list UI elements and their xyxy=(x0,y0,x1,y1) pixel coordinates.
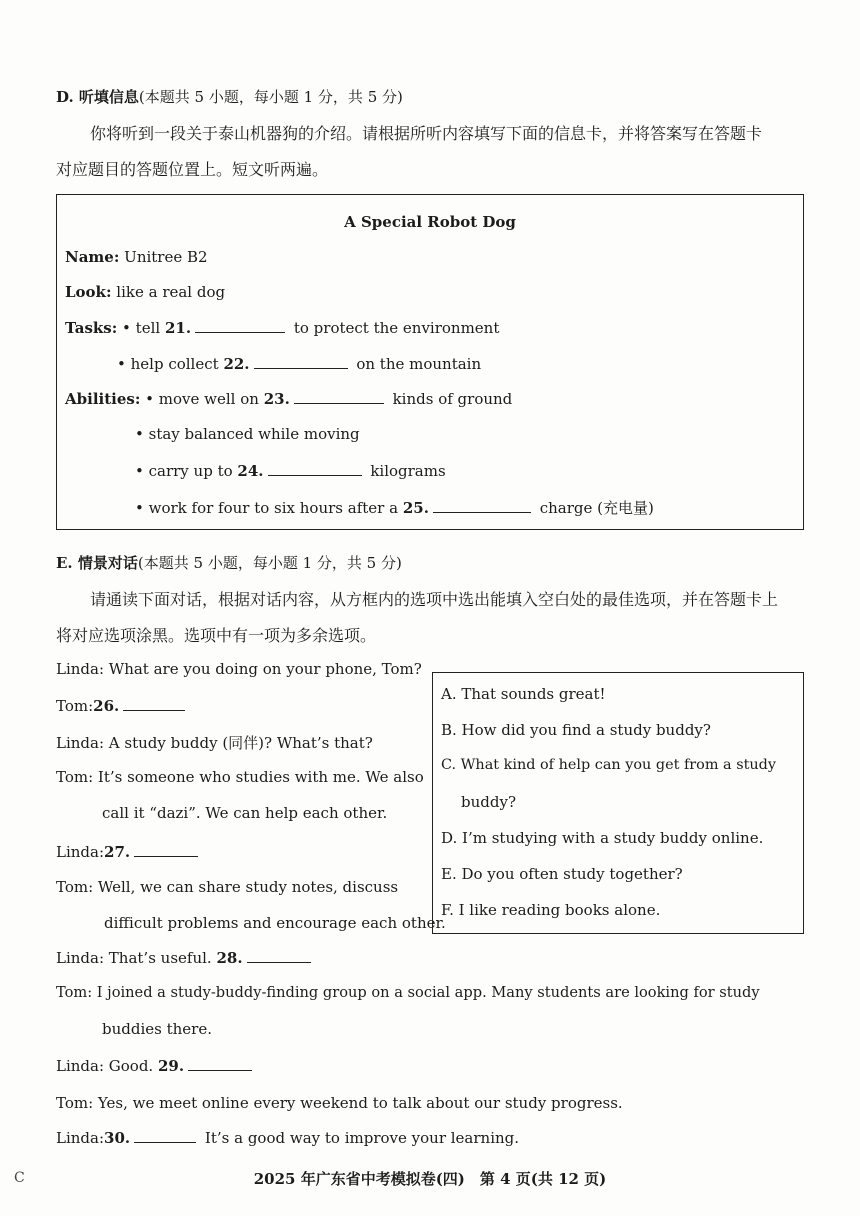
section-d-heading xyxy=(56,86,403,107)
question-number-25: 25. xyxy=(402,499,429,517)
look-value: like a real dog xyxy=(116,283,226,301)
section-d-note: (本题共 5 小题，每小题 1 分，共 5 分) xyxy=(138,88,403,106)
card-task-2 xyxy=(117,354,481,373)
dialogue-line-7 xyxy=(56,948,315,967)
dialogue-line-6a: Tom: Well, we can share study notes, discuss xyxy=(56,878,399,896)
question-number-28: 28. xyxy=(216,949,243,967)
dialogue-line-1: Linda: What are you doing on your phone, Tom? xyxy=(56,660,422,678)
ability-1-suffix: kinds of ground xyxy=(392,390,513,408)
answer-blank-22[interactable] xyxy=(254,354,348,369)
dialogue-line-10: Tom: Yes, we meet online every weekend to talk about our study progress. xyxy=(56,1094,623,1112)
dialogue-line-9-prefix: Linda: Good. xyxy=(56,1057,154,1075)
task-2-prefix: • help collect xyxy=(117,355,219,373)
dialogue-line-6b: difficult problems and encourage each other. xyxy=(104,914,446,932)
question-number-29: 29. xyxy=(157,1057,185,1075)
answer-blank-27[interactable] xyxy=(134,842,198,857)
section-d-title: D. 听填信息 xyxy=(56,88,139,106)
dialogue-line-11 xyxy=(56,1128,519,1147)
question-number-30: 30. xyxy=(104,1129,131,1147)
page-footer: 2025 年广东省中考模拟卷(四) 第 4 页(共 12 页) xyxy=(253,1170,607,1188)
option-b[interactable]: B. How did you find a study buddy? xyxy=(441,721,711,739)
name-value: Unitree B2 xyxy=(124,248,208,266)
card-ability-3 xyxy=(135,461,446,480)
question-number-26: 26. xyxy=(93,697,120,715)
task-2-suffix: on the mountain xyxy=(356,355,482,373)
section-d-instruction-2: 对应题目的答题位置上。短文听两遍。 xyxy=(56,160,329,179)
card-name-row xyxy=(65,248,208,266)
dialogue-line-11-suffix: It’s a good way to improve your learning. xyxy=(204,1129,520,1147)
dialogue-line-3: Linda: A study buddy (同伴)? What’s that? xyxy=(56,734,373,752)
question-number-22: 22. xyxy=(223,355,250,373)
option-f[interactable]: F. I like reading books alone. xyxy=(441,901,661,919)
section-e-heading xyxy=(56,552,402,573)
tasks-label: Tasks: xyxy=(65,319,118,337)
card-ability-2: • stay balanced while moving xyxy=(135,425,360,443)
ability-3-prefix: • carry up to xyxy=(135,462,233,480)
card-title: A Special Robot Dog xyxy=(344,213,516,231)
answer-blank-28[interactable] xyxy=(247,948,311,963)
speaker-tom: Tom: xyxy=(56,697,94,715)
dialogue-line-2 xyxy=(56,696,189,715)
option-a[interactable]: A. That sounds great! xyxy=(441,685,606,703)
info-card xyxy=(56,194,804,530)
section-e-title: E. 情景对话 xyxy=(56,554,138,572)
name-label: Name: xyxy=(65,248,120,266)
option-e[interactable]: E. Do you often study together? xyxy=(441,865,683,883)
ability-4-prefix: • work for four to six hours after a xyxy=(135,499,399,517)
options-box xyxy=(432,672,804,934)
option-d[interactable]: D. I’m studying with a study buddy online. xyxy=(441,829,764,847)
corner-mark: C xyxy=(14,1170,25,1186)
abilities-label: Abilities: xyxy=(65,390,141,408)
speaker-linda: Linda: xyxy=(56,843,105,861)
option-c[interactable]: C. What kind of help can you get from a study xyxy=(441,757,776,773)
question-number-27: 27. xyxy=(104,843,131,861)
answer-blank-26[interactable] xyxy=(123,696,185,711)
question-number-23: 23. xyxy=(263,390,290,408)
card-look-row xyxy=(65,283,225,301)
answer-blank-21[interactable] xyxy=(195,318,285,333)
answer-blank-30[interactable] xyxy=(134,1128,196,1143)
dialogue-line-8a: Tom: I joined a study-buddy-finding group on a social app. Many students are looking for study xyxy=(56,984,760,1001)
question-number-24: 24. xyxy=(237,462,264,480)
ability-3-suffix: kilograms xyxy=(370,462,446,480)
option-c-continued[interactable]: buddy? xyxy=(461,793,516,811)
ability-1-prefix: • move well on xyxy=(145,390,259,408)
dialogue-line-4b: call it “dazi”. We can help each other. xyxy=(102,804,388,822)
ability-4-suffix: charge (充电量) xyxy=(539,499,654,517)
dialogue-line-5 xyxy=(56,842,202,861)
dialogue-line-4a: Tom: It’s someone who studies with me. We also xyxy=(56,768,424,786)
dialogue-line-9 xyxy=(56,1056,256,1075)
answer-blank-23[interactable] xyxy=(294,389,384,404)
section-e-note: (本题共 5 小题，每小题 1 分，共 5 分) xyxy=(137,554,402,572)
card-ability-4 xyxy=(135,497,654,518)
dialogue-line-7-prefix: Linda: That’s useful. xyxy=(56,949,212,967)
section-d-instruction-1: 你将听到一段关于泰山机器狗的介绍。请根据所听内容填写下面的信息卡，并将答案写在答题卡 xyxy=(90,124,763,143)
task-1-suffix: to protect the environment xyxy=(293,319,500,337)
section-e-instruction-1: 请通读下面对话，根据对话内容，从方框内的选项中选出能填入空白处的最佳选项，并在答题卡上 xyxy=(90,590,779,609)
answer-blank-29[interactable] xyxy=(188,1056,252,1071)
task-1-prefix: • tell xyxy=(122,319,161,337)
dialogue-line-8b: buddies there. xyxy=(102,1020,212,1038)
speaker-linda: Linda: xyxy=(56,1129,105,1147)
question-number-21: 21. xyxy=(164,319,192,337)
card-ability-1 xyxy=(65,389,512,408)
answer-blank-24[interactable] xyxy=(268,461,362,476)
section-e-instruction-2: 将对应选项涂黑。选项中有一项为多余选项。 xyxy=(56,626,377,645)
look-label: Look: xyxy=(65,283,112,301)
card-task-1 xyxy=(65,318,499,337)
answer-blank-25[interactable] xyxy=(433,498,531,513)
